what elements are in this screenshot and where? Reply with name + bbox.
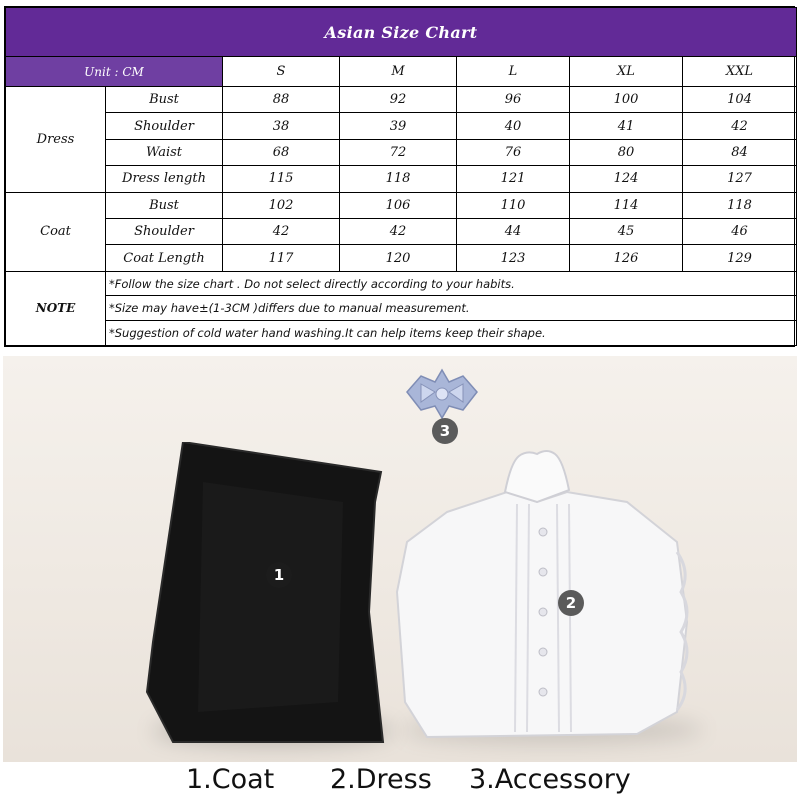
group-label-dress: Dress	[6, 87, 106, 193]
value-cell: 104	[683, 87, 797, 113]
value-cell: 38	[223, 113, 340, 139]
value-cell: 46	[683, 218, 797, 244]
value-cell: 102	[223, 192, 340, 218]
value-cell: 110	[457, 192, 570, 218]
value-cell: 40	[457, 113, 570, 139]
caption-dress: 2.Dress	[330, 764, 432, 795]
value-cell: 42	[683, 113, 797, 139]
note-text: *Suggestion of cold water hand washing.It can help items keep their shape.	[106, 321, 797, 346]
size-header: XXL	[683, 57, 797, 87]
value-cell: 96	[457, 87, 570, 113]
note-label: NOTE	[6, 271, 106, 345]
badge-3: 3	[432, 418, 458, 444]
product-photo	[3, 356, 797, 762]
row-label: Bust	[106, 87, 223, 113]
value-cell: 88	[223, 87, 340, 113]
size-chart-table	[5, 7, 797, 346]
row-label: Coat Length	[106, 245, 223, 271]
note-text: *Size may have±(1-3CM )differs due to manual measurement.	[106, 296, 797, 321]
row-label: Shoulder	[106, 113, 223, 139]
value-cell: 115	[223, 166, 340, 192]
size-header: S	[223, 57, 340, 87]
value-cell: 84	[683, 139, 797, 165]
value-cell: 118	[683, 192, 797, 218]
value-cell: 41	[570, 113, 683, 139]
size-header: M	[340, 57, 457, 87]
value-cell: 118	[340, 166, 457, 192]
table-row	[6, 218, 797, 244]
value-cell: 121	[457, 166, 570, 192]
dress-garment	[387, 442, 707, 742]
value-cell: 126	[570, 245, 683, 271]
value-cell: 123	[457, 245, 570, 271]
value-cell: 117	[223, 245, 340, 271]
value-cell: 45	[570, 218, 683, 244]
value-cell: 92	[340, 87, 457, 113]
caption-coat: 1.Coat	[186, 764, 275, 795]
row-label: Shoulder	[106, 218, 223, 244]
table-row	[6, 87, 797, 113]
table-row	[6, 192, 797, 218]
value-cell: 39	[340, 113, 457, 139]
value-cell: 42	[223, 218, 340, 244]
value-cell: 44	[457, 218, 570, 244]
row-label: Waist	[106, 139, 223, 165]
value-cell: 124	[570, 166, 683, 192]
unit-label: Unit : CM	[6, 57, 223, 87]
note-row	[6, 271, 797, 296]
row-label: Dress length	[106, 166, 223, 192]
value-cell: 76	[457, 139, 570, 165]
caption-bar	[0, 762, 800, 798]
group-label-coat: Coat	[6, 192, 106, 271]
value-cell: 127	[683, 166, 797, 192]
row-label: Bust	[106, 192, 223, 218]
badge-1: 1	[266, 562, 292, 588]
accessory-brooch	[401, 366, 483, 422]
size-header: XL	[570, 57, 683, 87]
table-row	[6, 166, 797, 192]
size-header: L	[457, 57, 570, 87]
value-cell: 80	[570, 139, 683, 165]
value-cell: 72	[340, 139, 457, 165]
value-cell: 106	[340, 192, 457, 218]
size-chart	[4, 6, 795, 347]
value-cell: 129	[683, 245, 797, 271]
value-cell: 100	[570, 87, 683, 113]
table-row	[6, 139, 797, 165]
coat-garment	[143, 442, 393, 752]
value-cell: 120	[340, 245, 457, 271]
caption-accessory: 3.Accessory	[469, 764, 631, 795]
note-text: *Follow the size chart . Do not select directly according to your habits.	[106, 271, 797, 296]
badge-2: 2	[558, 590, 584, 616]
value-cell: 68	[223, 139, 340, 165]
table-row	[6, 245, 797, 271]
table-row	[6, 113, 797, 139]
value-cell: 114	[570, 192, 683, 218]
note-row	[6, 321, 797, 346]
note-row	[6, 296, 797, 321]
value-cell: 42	[340, 218, 457, 244]
chart-title: Asian Size Chart	[6, 8, 797, 57]
